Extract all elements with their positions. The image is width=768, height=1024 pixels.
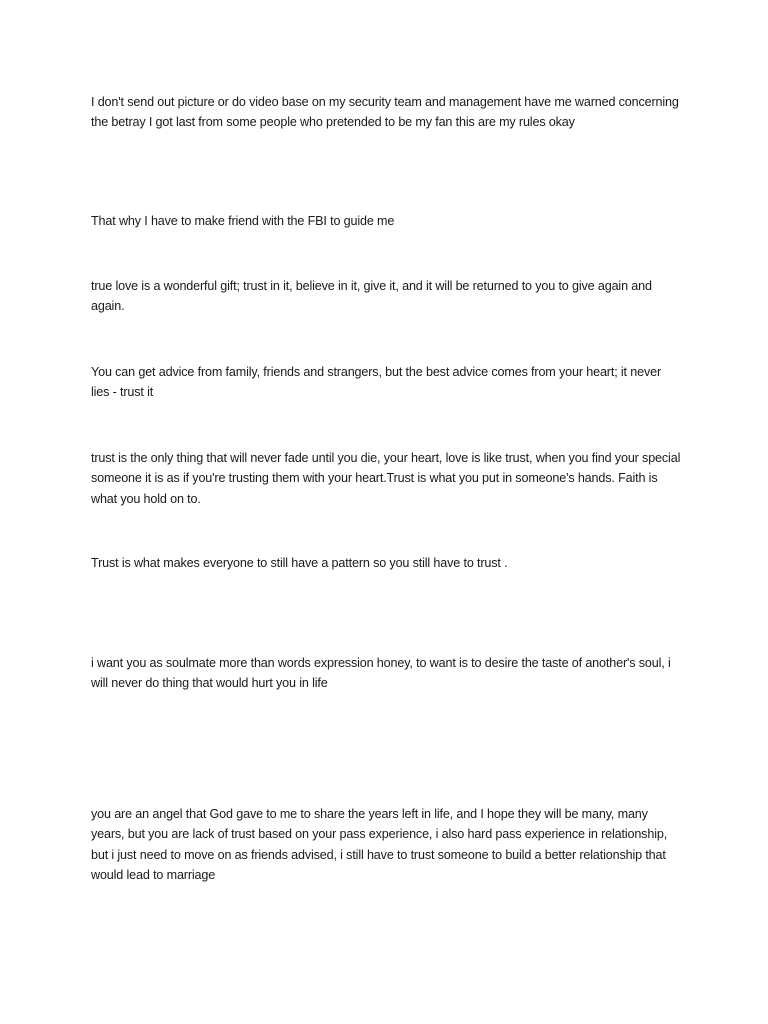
paragraph-security-rules: I don't send out picture or do video base on my security team and management have me warned concerning the betray I got last from some people who pretended to be my fan this are my rules okay — [91, 95, 679, 130]
paragraph-soulmate: i want you as soulmate more than words expression honey, to want is to desire the taste of another's soul, i will never do thing that would hurt you in life — [91, 656, 671, 691]
paragraph-angel: you are an angel that God gave to me to share the years left in life, and I hope they will be many, many years, but you are lack of trust based on your pass experience, i also hard pass experience in relationship, but i just need to move on as friends advised, i still have to trust someone to build a better relationship that would lead to marriage — [91, 807, 668, 883]
paragraph-true-love: true love is a wonderful gift; trust in it, believe in it, give it, and it will be returned to you to give again and again. — [91, 279, 652, 314]
paragraph-fbi: That why I have to make friend with the FBI to guide me — [91, 214, 395, 228]
paragraph-trust-pattern: Trust is what makes everyone to still have a pattern so you still have to trust . — [91, 556, 508, 570]
paragraph-trust-never-fade: trust is the only thing that will never fade until you die, your heart, love is like trust, when you find your special someone it is as if you're trusting them with your heart.Trust is what you put in someone's hands. Faith is what you hold on to. — [91, 451, 681, 506]
paragraph-advice: You can get advice from family, friends and strangers, but the best advice comes from your heart; it never lies - trust it — [91, 365, 661, 400]
